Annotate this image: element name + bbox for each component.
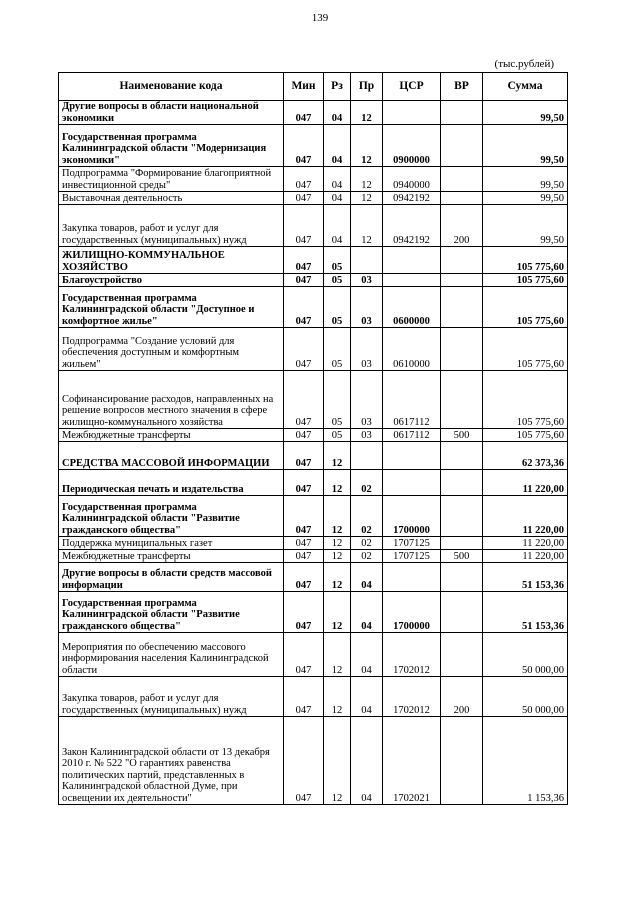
cell-vr [441, 496, 483, 537]
cell-rz: 12 [324, 563, 351, 592]
cell-csr [383, 442, 441, 470]
cell-sum: 99,50 [483, 167, 568, 192]
cell-vr [441, 192, 483, 205]
table-row [59, 633, 568, 677]
cell-min: 047 [284, 101, 324, 125]
cell-rz: 12 [324, 677, 351, 717]
cell-name: Софинансирование расходов, направленных на решение вопросов местного значения в сфере жилищно-коммунального хозяйства [59, 371, 284, 429]
table-row [59, 125, 568, 167]
cell-min: 047 [284, 537, 324, 550]
col-header-csr: ЦСР [383, 73, 441, 101]
cell-rz: 12 [324, 550, 351, 563]
cell-min: 047 [284, 470, 324, 496]
cell-name: ЖИЛИЩНО-КОММУНАЛЬНОЕ ХОЗЯЙСТВО [59, 247, 284, 274]
cell-min: 047 [284, 247, 324, 274]
cell-pr: 04 [351, 677, 383, 717]
cell-csr [383, 274, 441, 287]
cell-csr [383, 247, 441, 274]
cell-vr [441, 274, 483, 287]
cell-vr [441, 717, 483, 805]
cell-sum: 50 000,00 [483, 633, 568, 677]
cell-sum: 11 220,00 [483, 550, 568, 563]
cell-sum: 51 153,36 [483, 563, 568, 592]
cell-name: Благоустройство [59, 274, 284, 287]
cell-rz: 05 [324, 247, 351, 274]
cell-min: 047 [284, 429, 324, 442]
cell-sum: 105 775,60 [483, 247, 568, 274]
cell-sum: 62 373,36 [483, 442, 568, 470]
cell-name: Государственная программа Калининградской области "Развитие гражданского общества" [59, 496, 284, 537]
cell-vr [441, 537, 483, 550]
cell-pr: 04 [351, 717, 383, 805]
table-row [59, 563, 568, 592]
cell-min: 047 [284, 496, 324, 537]
cell-sum: 99,50 [483, 192, 568, 205]
cell-csr: 1700000 [383, 496, 441, 537]
col-header-min: Мин [284, 73, 324, 101]
cell-vr [441, 592, 483, 633]
cell-min: 047 [284, 205, 324, 247]
cell-pr: 03 [351, 274, 383, 287]
cell-name: Другие вопросы в области национальной экономики [59, 101, 284, 125]
budget-table [58, 72, 568, 805]
cell-min: 047 [284, 563, 324, 592]
cell-rz: 12 [324, 496, 351, 537]
cell-name: Другие вопросы в области средств массовой информации [59, 563, 284, 592]
cell-name: Государственная программа Калининградской области "Развитие гражданского общества" [59, 592, 284, 633]
cell-rz: 12 [324, 717, 351, 805]
cell-name: Государственная программа Калининградской области "Доступное и комфортное жилье" [59, 287, 284, 328]
cell-pr [351, 247, 383, 274]
cell-name: Межбюджетные трансферты [59, 429, 284, 442]
cell-name: Подпрограмма "Формирование благоприятной инвестиционной среды" [59, 167, 284, 192]
cell-rz: 04 [324, 192, 351, 205]
table-row [59, 442, 568, 470]
cell-sum: 11 220,00 [483, 496, 568, 537]
cell-rz: 05 [324, 328, 351, 371]
col-header-vr: ВР [441, 73, 483, 101]
table-row [59, 717, 568, 805]
cell-name: СРЕДСТВА МАССОВОЙ ИНФОРМАЦИИ [59, 442, 284, 470]
cell-csr [383, 563, 441, 592]
table-row [59, 205, 568, 247]
cell-csr: 1702021 [383, 717, 441, 805]
cell-name: Периодическая печать и издательства [59, 470, 284, 496]
cell-rz: 12 [324, 633, 351, 677]
cell-name: Закупка товаров, работ и услуг для государственных (муниципальных) нужд [59, 677, 284, 717]
cell-min: 047 [284, 287, 324, 328]
cell-csr [383, 470, 441, 496]
cell-csr: 0900000 [383, 125, 441, 167]
cell-csr: 0617112 [383, 371, 441, 429]
cell-pr: 04 [351, 633, 383, 677]
cell-sum: 105 775,60 [483, 274, 568, 287]
cell-pr: 02 [351, 537, 383, 550]
cell-vr: 500 [441, 550, 483, 563]
cell-name: Закупка товаров, работ и услуг для государственных (муниципальных) нужд [59, 205, 284, 247]
col-header-sum: Сумма [483, 73, 568, 101]
cell-rz: 05 [324, 274, 351, 287]
table-row [59, 328, 568, 371]
cell-pr: 03 [351, 287, 383, 328]
cell-vr [441, 167, 483, 192]
cell-pr: 04 [351, 592, 383, 633]
cell-min: 047 [284, 717, 324, 805]
cell-rz: 12 [324, 442, 351, 470]
units-label: (тыс.рублей) [494, 58, 554, 70]
cell-sum: 105 775,60 [483, 429, 568, 442]
cell-sum: 99,50 [483, 205, 568, 247]
cell-min: 047 [284, 633, 324, 677]
table-row [59, 429, 568, 442]
cell-min: 047 [284, 125, 324, 167]
table-row [59, 677, 568, 717]
cell-min: 047 [284, 592, 324, 633]
cell-csr: 0942192 [383, 205, 441, 247]
cell-sum: 51 153,36 [483, 592, 568, 633]
cell-min: 047 [284, 371, 324, 429]
col-header-rz: Рз [324, 73, 351, 101]
table-row [59, 101, 568, 125]
cell-pr: 12 [351, 192, 383, 205]
cell-csr: 0600000 [383, 287, 441, 328]
cell-rz: 12 [324, 592, 351, 633]
cell-vr [441, 371, 483, 429]
cell-pr: 02 [351, 496, 383, 537]
cell-min: 047 [284, 677, 324, 717]
cell-pr [351, 442, 383, 470]
cell-name: Закон Калининградской области от 13 декабря 2010 г. № 522 "О гарантиях равенства политических партий, представленных в Калининградской областной Думе, при освещении их деятельности" [59, 717, 284, 805]
table-row [59, 470, 568, 496]
cell-vr [441, 247, 483, 274]
cell-sum: 105 775,60 [483, 287, 568, 328]
cell-vr: 200 [441, 677, 483, 717]
cell-csr: 0940000 [383, 167, 441, 192]
cell-csr: 0942192 [383, 192, 441, 205]
cell-csr: 1707125 [383, 550, 441, 563]
cell-rz: 05 [324, 371, 351, 429]
table-row [59, 274, 568, 287]
table-row [59, 496, 568, 537]
cell-vr [441, 287, 483, 328]
cell-vr: 500 [441, 429, 483, 442]
cell-rz: 12 [324, 470, 351, 496]
cell-min: 047 [284, 442, 324, 470]
cell-rz: 05 [324, 429, 351, 442]
table-header-row [59, 73, 568, 101]
table-body [59, 101, 568, 805]
cell-sum: 1 153,36 [483, 717, 568, 805]
cell-sum: 105 775,60 [483, 371, 568, 429]
cell-sum: 50 000,00 [483, 677, 568, 717]
cell-csr: 0617112 [383, 429, 441, 442]
cell-vr [441, 470, 483, 496]
cell-sum: 105 775,60 [483, 328, 568, 371]
cell-rz: 04 [324, 167, 351, 192]
cell-csr: 1700000 [383, 592, 441, 633]
cell-pr: 12 [351, 101, 383, 125]
cell-vr [441, 328, 483, 371]
cell-csr [383, 101, 441, 125]
cell-name: Подпрограмма "Создание условий для обеспечения доступным и комфортным жильем" [59, 328, 284, 371]
cell-min: 047 [284, 274, 324, 287]
cell-csr: 1702012 [383, 633, 441, 677]
cell-sum: 11 220,00 [483, 470, 568, 496]
col-header-name: Наименование кода [59, 73, 284, 101]
cell-pr: 04 [351, 563, 383, 592]
cell-sum: 11 220,00 [483, 537, 568, 550]
col-header-pr: Пр [351, 73, 383, 101]
cell-csr: 0610000 [383, 328, 441, 371]
cell-min: 047 [284, 328, 324, 371]
cell-vr [441, 633, 483, 677]
table-row [59, 592, 568, 633]
cell-pr: 12 [351, 125, 383, 167]
cell-vr [441, 442, 483, 470]
cell-csr: 1702012 [383, 677, 441, 717]
cell-name: Поддержка муниципальных газет [59, 537, 284, 550]
cell-name: Межбюджетные трансферты [59, 550, 284, 563]
cell-rz: 05 [324, 287, 351, 328]
table-row [59, 167, 568, 192]
cell-vr [441, 125, 483, 167]
table-row [59, 550, 568, 563]
cell-vr: 200 [441, 205, 483, 247]
cell-name: Мероприятия по обеспечению массового информирования населения Калининградской области [59, 633, 284, 677]
cell-pr: 03 [351, 429, 383, 442]
cell-sum: 99,50 [483, 101, 568, 125]
table-row [59, 192, 568, 205]
cell-sum: 99,50 [483, 125, 568, 167]
cell-pr: 03 [351, 328, 383, 371]
cell-rz: 12 [324, 537, 351, 550]
cell-vr [441, 563, 483, 592]
cell-min: 047 [284, 550, 324, 563]
cell-pr: 02 [351, 550, 383, 563]
cell-min: 047 [284, 167, 324, 192]
cell-rz: 04 [324, 205, 351, 247]
cell-min: 047 [284, 192, 324, 205]
cell-pr: 03 [351, 371, 383, 429]
cell-csr: 1707125 [383, 537, 441, 550]
cell-vr [441, 101, 483, 125]
table-row [59, 287, 568, 328]
table-row [59, 371, 568, 429]
cell-rz: 04 [324, 125, 351, 167]
page-number: 139 [311, 12, 329, 24]
table-row [59, 247, 568, 274]
table-row [59, 537, 568, 550]
cell-rz: 04 [324, 101, 351, 125]
cell-pr: 12 [351, 167, 383, 192]
cell-name: Государственная программа Калининградской области "Модернизация экономики" [59, 125, 284, 167]
cell-pr: 12 [351, 205, 383, 247]
cell-name: Выставочная деятельность [59, 192, 284, 205]
cell-pr: 02 [351, 470, 383, 496]
